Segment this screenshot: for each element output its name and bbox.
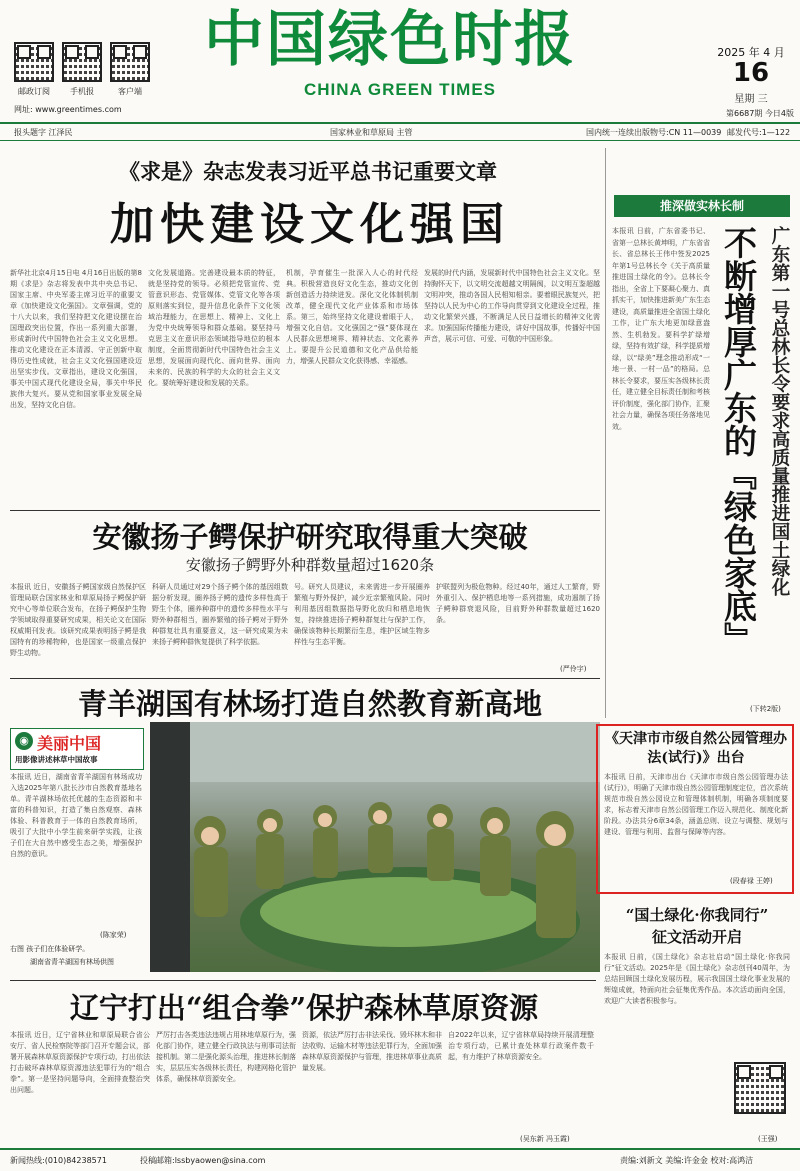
activity-qr-code[interactable] bbox=[734, 1062, 786, 1114]
date-year-month: 2025 年 4 月 bbox=[717, 46, 785, 59]
footer-phone: 新闻热线:(010)84238571 bbox=[10, 1156, 107, 1165]
postal-code: 邮发代号:1—122 bbox=[727, 128, 791, 137]
activity-body-cont bbox=[604, 1024, 724, 1140]
qingyang-body: 本报讯 近日，湖南省青羊湖国有林场成功入选2025年第八批长沙市自然教育基地名单。青羊湖林场依托优越的生态资源和丰富的科普知识，打造了集自然观察、森林体验、科普教育于一体的自然教育场所，吸引了大批中小学生前来研学实践，让孩子们在大自然中感受生态之美，增强保护自然的意识。 bbox=[10, 773, 142, 858]
sidebar-feature-headline: 不断增厚广东的『绿色家底』 bbox=[719, 226, 758, 655]
masthead-english: CHINA GREEN TIMES bbox=[303, 80, 497, 99]
beautiful-china-badge bbox=[10, 728, 144, 770]
qingyang-byline: (陈家荣) bbox=[100, 931, 127, 939]
crocodile-headline: 安徽扬子鳄保护研究取得重大突破 bbox=[92, 520, 528, 554]
top-story-col-4: 发展的时代内涵，发展新时代中国特色社会主义文化。坚持胸怀天下，以文明交流超越文明隔阂，以文明互鉴超越文明冲突，推动各国人民相知相亲。要着眼民族复兴，把坚持以人民为中心的工作导向贯穿到文化建设全过程，推动文化繁荣兴盛，不断满足人民日益增长的精神文化需求。加强国际传播能力建设，讲好中国故事，传播好中国声音，展示可信、可爱、可敬的中国形象。 bbox=[424, 269, 600, 343]
beautiful-china-subtag: 用影像讲述林草中国故事 bbox=[15, 755, 98, 764]
tianjin-headline: 《天津市市级自然公园管理办法(试行)》出台 bbox=[605, 731, 787, 766]
crocodile-subhead: 安徽扬子鳄野外种群数量超过1620条 bbox=[185, 556, 435, 574]
activity-headline-line1: “国土绿化·你我同行” bbox=[625, 906, 769, 924]
crocodile-col-2: 科研人员通过对29个扬子鳄个体的基因组数据分析发现，圈养扬子鳄的遗传多样性高于野生个体，圈养种群中的遗传多样性水平与野外种群相当，圈养繁殖的扬子鳄对于野外种群复壮具有重要意义，这一研究成果为未来扬子鳄种群恢复提供了科学依据。 bbox=[152, 583, 288, 646]
liaoning-byline: (吴东新 冯玉霞) bbox=[520, 1135, 570, 1143]
title-calligraphy-credit: 报头题字 江泽民 bbox=[14, 128, 73, 137]
continued-note: (下转2版) bbox=[750, 705, 781, 713]
top-story-col-1: 新华社北京4月15日电 4月16日出版的第8期《求是》杂志将发表中共中央总书记、国家主席、中央军委主席习近平的重要文章《加快建设文化强国》。文章强调，党的十八大以来，我们坚持把文化建设摆在治国理政突出位置，作出一系列重大部署，形成新时代中国特色社会主义文化思想。推动文化建设在正本清源、守正创新中取得历史性成就，社会主义文化强国建设迈出坚实步伐。文章指出，建设文化强国，事关中国式现代化建设全局，事关中华民族伟大复兴。要从党和国家事业发展全局出发，坚持文化自信。 bbox=[10, 269, 142, 409]
crocodile-col-4: 护联盟列为极危物种。经过40年，通过人工繁育，野外重引入、保护栖息地等一系列措施，成功遏制了扬子鳄种群衰退风险，目前野外种群数量超过1620条。 bbox=[436, 583, 600, 624]
qr-label-subscription: 邮政订阅 bbox=[18, 87, 50, 96]
camera-icon: ◉ bbox=[15, 732, 33, 750]
top-story-col-2: 文化发展道路。完善建设最本质的特征，就是坚持党的领导。必须把党管宣传、党管意识形态、党管媒体、党管文化等各项原则落实到位，提升信息化条件下文化领域治理能力，在思想上、精神上、文化上为党中央统筹领导和群众基础。要坚持马克思主义在意识形态领域指导地位的根本制度，全面贯彻新时代中国特色社会主义思想，发展面向现代化、面向世界、面向未来的、民族的科学的大众的社会主义文化。要统筹好建设和发展的关系。 bbox=[148, 269, 280, 387]
issue-number: 第6687期 今日4版 bbox=[726, 109, 794, 118]
crocodile-col-1: 本报讯 近日，安徽扬子鳄国家级自然保护区管理局联合国家林业和草原局扬子鳄保护研究中心等单位联合发布，在扬子鳄保护生物学领域取得重要研究成果，相关论文在国际权威期刊发表。该研究成果表明扬子鳄是我国特有的珍稀物种，也是国家一级重点保护野生动物。 bbox=[10, 583, 146, 657]
sidebar-feature-subhead: 广东第一号总林长令要求高质量推进国土绿化 bbox=[769, 226, 790, 596]
tianjin-byline: (段春禄 王婷) bbox=[730, 877, 773, 885]
date-day: 16 bbox=[732, 58, 770, 88]
crocodile-col-3: 号。研究人员建议，未来需进一步开展圈养繁殖与野外保护，减少近亲繁殖风险。同时利用基因组数据指导野化放归和栖息地恢复，持续推进扬子鳄种群复壮与保护工作，确保该物种长期繁衍生息，维护区域生物多样性与生态平衡。 bbox=[294, 583, 430, 646]
website-link[interactable]: 网址: www.greentimes.com bbox=[14, 105, 122, 114]
activity-body: 本报讯 日前，《国土绿化》杂志社启动“国土绿化·你我同行”征文活动。2025年是《国土绿化》杂志创刊40周年，为总结回顾国土绿化发展历程，展示我国国土绿化事业发展的辉煌成就，特面向社会征集优秀作品。本次活动面向全国，欢迎广大读者积极参与。 bbox=[604, 953, 790, 1005]
masthead-title: 中国绿色时报 bbox=[204, 5, 576, 75]
qr-label-client: 客户端 bbox=[118, 87, 142, 96]
qingyang-headline: 青羊湖国有林场打造自然教育新高地 bbox=[77, 687, 542, 721]
lin-zhang-zhi-tag: 推深做实林长制 bbox=[614, 195, 790, 217]
footer-editors: 责编:刘新文 美编:许金金 校对:高鸿洁 bbox=[620, 1156, 754, 1165]
liaoning-col-2: 严厉打击各类违法违规占用林地草原行为，强化部门协作，建立健全行政执法与刑事司法衔接机制。第二是强化源头治理，推进林长制落实，层层压实各级林长责任，构建网格化管护体系，确保林草资源安全。 bbox=[156, 1031, 296, 1083]
liaoning-col-1: 本报讯 近日，辽宁省林业和草原局联合省公安厅、省人民检察院等部门召开专题会议，部署开展森林草原资源保护专项行动，打出依法打击破坏森林草原资源违法犯罪行为的“组合拳”。第一是坚持问题导向，全面排查整治突出问题。 bbox=[10, 1031, 150, 1094]
students-photo bbox=[150, 722, 600, 972]
liaoning-col-4: 自2022年以来，辽宁省林草局持续开展清理整治专项行动，已累计查处林草行政案件数千起，有力维护了林草资源安全。 bbox=[448, 1031, 594, 1061]
top-story-col-3: 机制，孕育催生一批深入人心的时代经典。积极营造良好文化生态，推动文化创新创造活力持续迸发。深化文化体制机制改革，健全现代文化产业体系和市场体系。第三，始终坚持文化建设着眼于人，增强文化自信。文化强国之“强”要体现在人民群众思想境界、精神状态、文化素养上。要提升公民道德和文化产品供给能力，增强人民群众文化获得感、幸福感。 bbox=[286, 269, 418, 365]
liaoning-headline: 辽宁打出“组合拳”保护森林草原资源 bbox=[69, 991, 539, 1025]
subscription-qr-code[interactable] bbox=[14, 42, 54, 82]
top-story-kicker: 《求是》杂志发表习近平总书记重要文章 bbox=[119, 159, 497, 184]
crocodile-byline: (严伶宇) bbox=[560, 665, 587, 673]
date-weekday: 星期 三 bbox=[734, 94, 768, 105]
activity-byline: (王强) bbox=[758, 1135, 778, 1143]
footer-email[interactable]: 投稿邮箱:lssbyaowen@sina.com bbox=[140, 1156, 266, 1165]
photo-caption: 右图 孩子们在体验研学。 bbox=[10, 945, 90, 953]
mobile-news-qr-code[interactable] bbox=[62, 42, 102, 82]
top-story-headline: 加快建设文化强国 bbox=[110, 199, 510, 250]
photo-credit: 湖南省青羊湖国有林场供图 bbox=[30, 958, 114, 966]
sidebar-feature-body: 本报讯 日前，广东省委书记、省第一总林长黄坤明，广东省省长、省总林长王伟中签发2025年第1号总林长令《关于高质量推进国土绿化的令》。总林长令指出，全省上下要凝心聚力、真抓实干，加快推进新美广东生态建设，高质量推进全省国土绿化工作，让广东大地更加绿意盎然、生机勃发。要科学扩绿增绿，坚持有效扩绿，科学提质增绿，以“绿美”理念推动形成“一地一景、一村一品”的格局。总林长令要求，要压实各级林长责任，建立健全目标责任制和考核评价制度，强化部门协作，汇聚社会力量，确保各项任务落地见效。 bbox=[612, 227, 710, 431]
tianjin-body: 本报讯 日前，天津市出台《天津市市级自然公园管理办法(试行)》，明确了天津市级自然公园管理制度定位，首次系统规范市级自然公园设立和管理体制机制，明确各项制度要求，标志着天津市自然公园管理工作迈入规范化、制度化新阶段。办法共分6章34条，涵盖总则、设立与调整、规划与建设、管理与利用、监督与保障等内容。 bbox=[604, 773, 788, 836]
cn-number: 国内统一连续出版物号:CN 11—0039 bbox=[586, 128, 722, 137]
client-app-qr-code[interactable] bbox=[110, 42, 150, 82]
qr-label-mobile: 手机报 bbox=[70, 87, 94, 96]
sponsor-line: 国家林业和草原局 主管 bbox=[330, 128, 413, 137]
students-photo-drawing bbox=[150, 722, 600, 972]
activity-headline-line2: 征文活动开启 bbox=[651, 928, 742, 946]
liaoning-col-3: 资源，依法严厉打击非法采伐、毁坏林木和非法收购、运输木材等违法犯罪行为，全面加强森林草原资源保护与管理，推进林草事业高质量发展。 bbox=[302, 1031, 442, 1072]
beautiful-china-tag: 美丽中国 bbox=[37, 734, 102, 753]
